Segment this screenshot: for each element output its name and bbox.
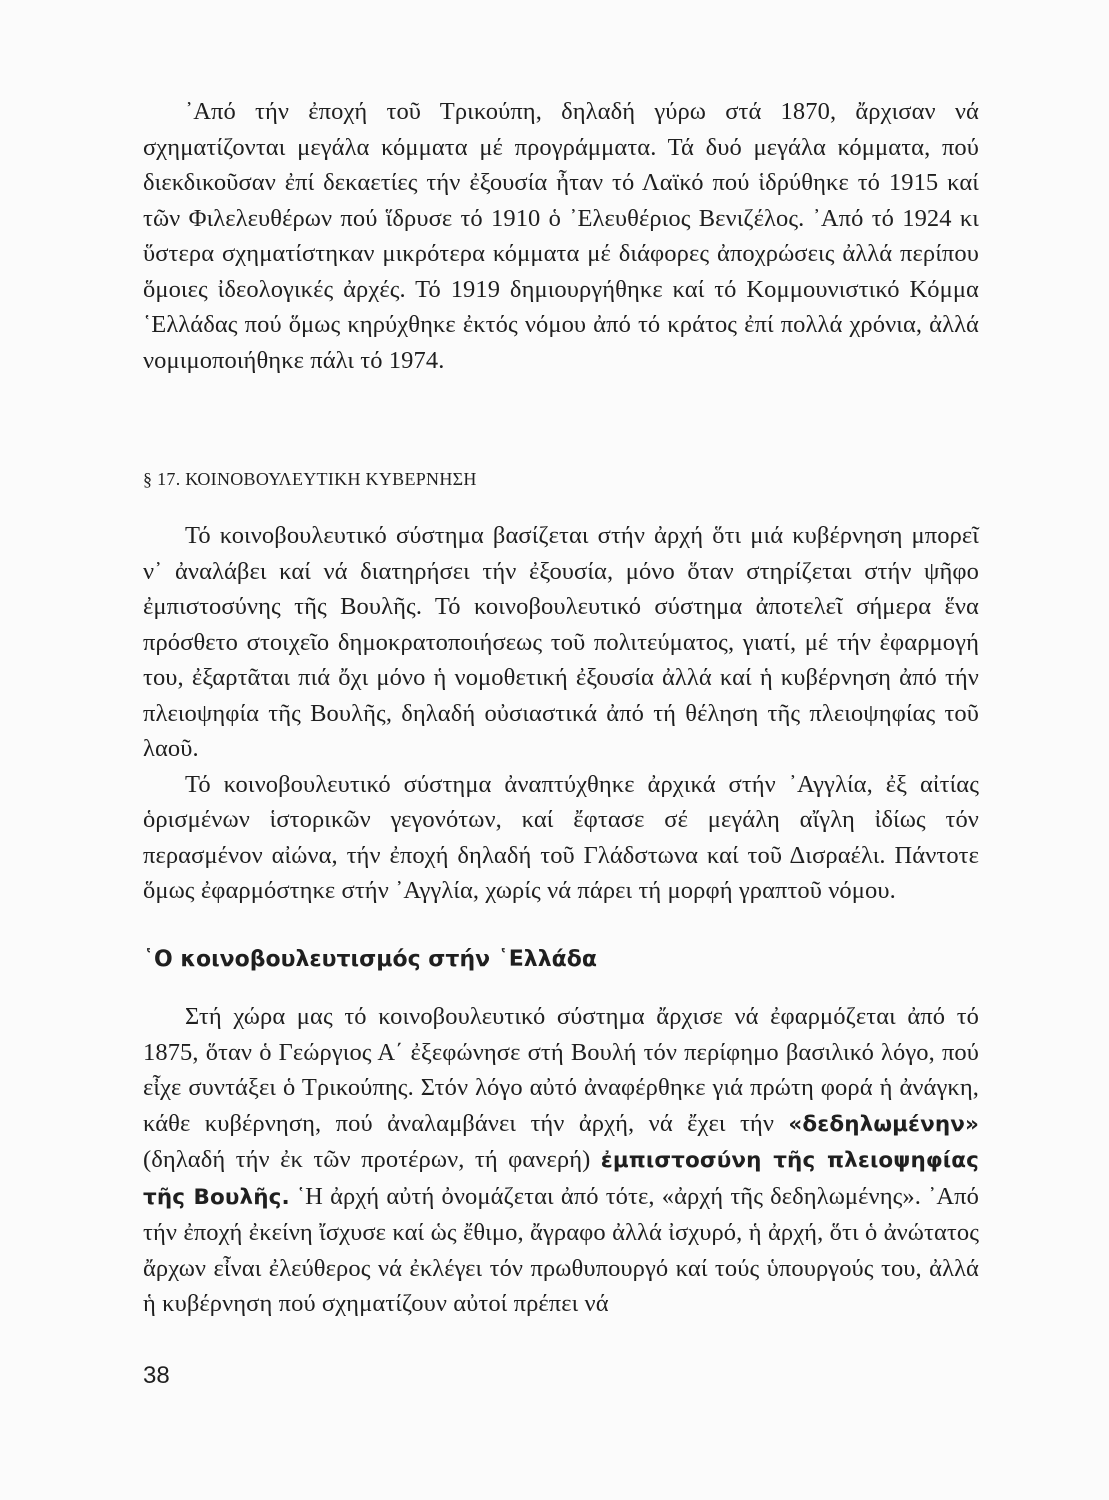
text-block-greece [143,999,979,1322]
page-number: 38 [143,1362,170,1389]
bold-term-confidence: ἐμπιστοσύνη τῆς πλειοψηφίας τῆς Βουλῆς. [143,1148,979,1210]
paragraph-greece-part-2: (δηλαδή τήν ἐκ τῶν προτέρων, τή φανερή) [143,1146,591,1173]
paragraph-greece-part-3: ῾Η ἀρχή αὐτή ὀνομάζεται ἀπό τότε, «ἀρχή τῆς δεδηλωμένης». ᾽Από τήν ἐποχή ἐκείνη ἴσχυσε καί ὡς ἔθιμο, ἄγραφο ἀλλά ἰσχυρό, ἡ ἀρχή, ὅτι ὁ ἀνώτατος ἄρχων εἶναι ἐλεύθερος νά ἐκλέγει τόν πρωθυπουργό καί τούς ὑπουργούς του, ἀλλά ἡ κυβέρνηση πού σχηματίζουν αὐτοί πρέπει νά [143,1182,979,1317]
paragraph-parliamentary-system: Τό κοινοβουλευτικό σύστημα βασίζεται στήν ἀρχή ὅτι μιά κυβέρνηση μπορεῖ ν᾽ ἀναλάβει καί νά διατηρήσει τήν ἐξουσία, μόνο ὅταν στηρίζεται στήν ψῆφο ἐμπιστοσύνης τῆς Βουλῆς. Τό κοινοβουλευτικό σύστημα ἀποτελεῖ σήμερα ἕνα πρόσθετο στοιχεῖο δημοκρατοποιήσεως τοῦ πολιτεύματος, γιατί, μέ τήν ἐφαρμογή του, ἐξαρτᾶται πιά ὄχι μόνο ἡ νομοθετική ἐξουσία ἀλλά καί ἡ κυβέρνηση ἀπό τήν πλειοψηφία τῆς Βουλῆς, δηλαδή οὐσιαστικά ἀπό τή θέληση τῆς πλειοψηφίας τοῦ λαοῦ. [143,522,979,762]
bold-term-dedilomeni: «δεδηλωμένην» [788,1111,979,1137]
paragraph-england: Τό κοινοβουλευτικό σύστημα ἀναπτύχθηκε ἀρχικά στήν ᾽Αγγλία, ἐξ αἰτίας ὁρισμένων ἱστορικῶν γεγονότων, καί ἔφτασε σέ μεγάλη αἴγλη ἰδίως τόν περασμένον αἰώνα, τήν ἐποχή δηλαδή τοῦ Γλάδστωνα καί τοῦ Δισραέλι. Πάντοτε ὅμως ἐφαρμόστηκε στήν ᾽Αγγλία, χωρίς νά πάρει τή μορφή γραπτοῦ νόμου. [143,770,979,904]
paragraph-greece-part-1: Στή χώρα μας τό κοινοβουλευτικό σύστημα ἄρχισε νά ἐφαρμόζεται ἀπό τό 1875, ὅταν ὁ Γεώργιος Α΄ ἐξεφώνησε στή Βουλή τόν περίφημο βασιλικό λόγο, πού εἶχε συντάξει ὁ Τρικούπης. Στόν λόγο αὐτό ἀναφέρθηκε γιά πρώτη φορά ἡ ἀνάγκη, κάθε κυβέρνηση, πού ἀναλαμβάνει τήν ἀρχή, νά ἔχει τήν [143,1003,979,1137]
text-block-parliamentary [143,518,979,909]
paragraph-greece [143,999,979,1322]
text-block-parties [143,94,979,378]
subheading-greece: ῾Ο κοινοβουλευτισμός στήν ῾Ελλάδα [143,947,597,972]
paragraph-parties-history: ᾽Από τήν ἐποχή τοῦ Τρικούπη, δηλαδή γύρω στά 1870, ἄρχισαν νά σχηματίζονται μεγάλα κόμματα μέ προγράμματα. Τά δυό μεγάλα κόμματα, πού διεκδικοῦσαν ἐπί δεκαετίες τήν ἐξουσία ἦταν τό Λαϊκό πού ἱδρύθηκε τό 1915 καί τῶν Φιλελευθέρων πού ἵδρυσε τό 1910 ὁ ᾽Ελευθέριος Βενιζέλος. ᾽Από τό 1924 κι ὕστερα σχηματίστηκαν μικρότερα κόμματα μέ διάφορες ἀποχρώσεις ἀλλά περίπου ὅμοιες ἰδεολογικές ἀρχές. Τό 1919 δημιουργήθηκε καί τό Κομμουνιστικό Κόμμα ῾Ελλάδας πού ὅμως κηρύχθηκε ἐκτός νόμου ἀπό τό κράτος ἐπί πολλά χρόνια, ἀλλά νομιμοποιήθηκε πάλι τό 1974. [143,98,979,374]
section-heading: § 17. ΚΟΙΝΟΒΟΥΛΕΥΤΙΚΗ ΚΥΒΕΡΝΗΣΗ [143,469,477,489]
